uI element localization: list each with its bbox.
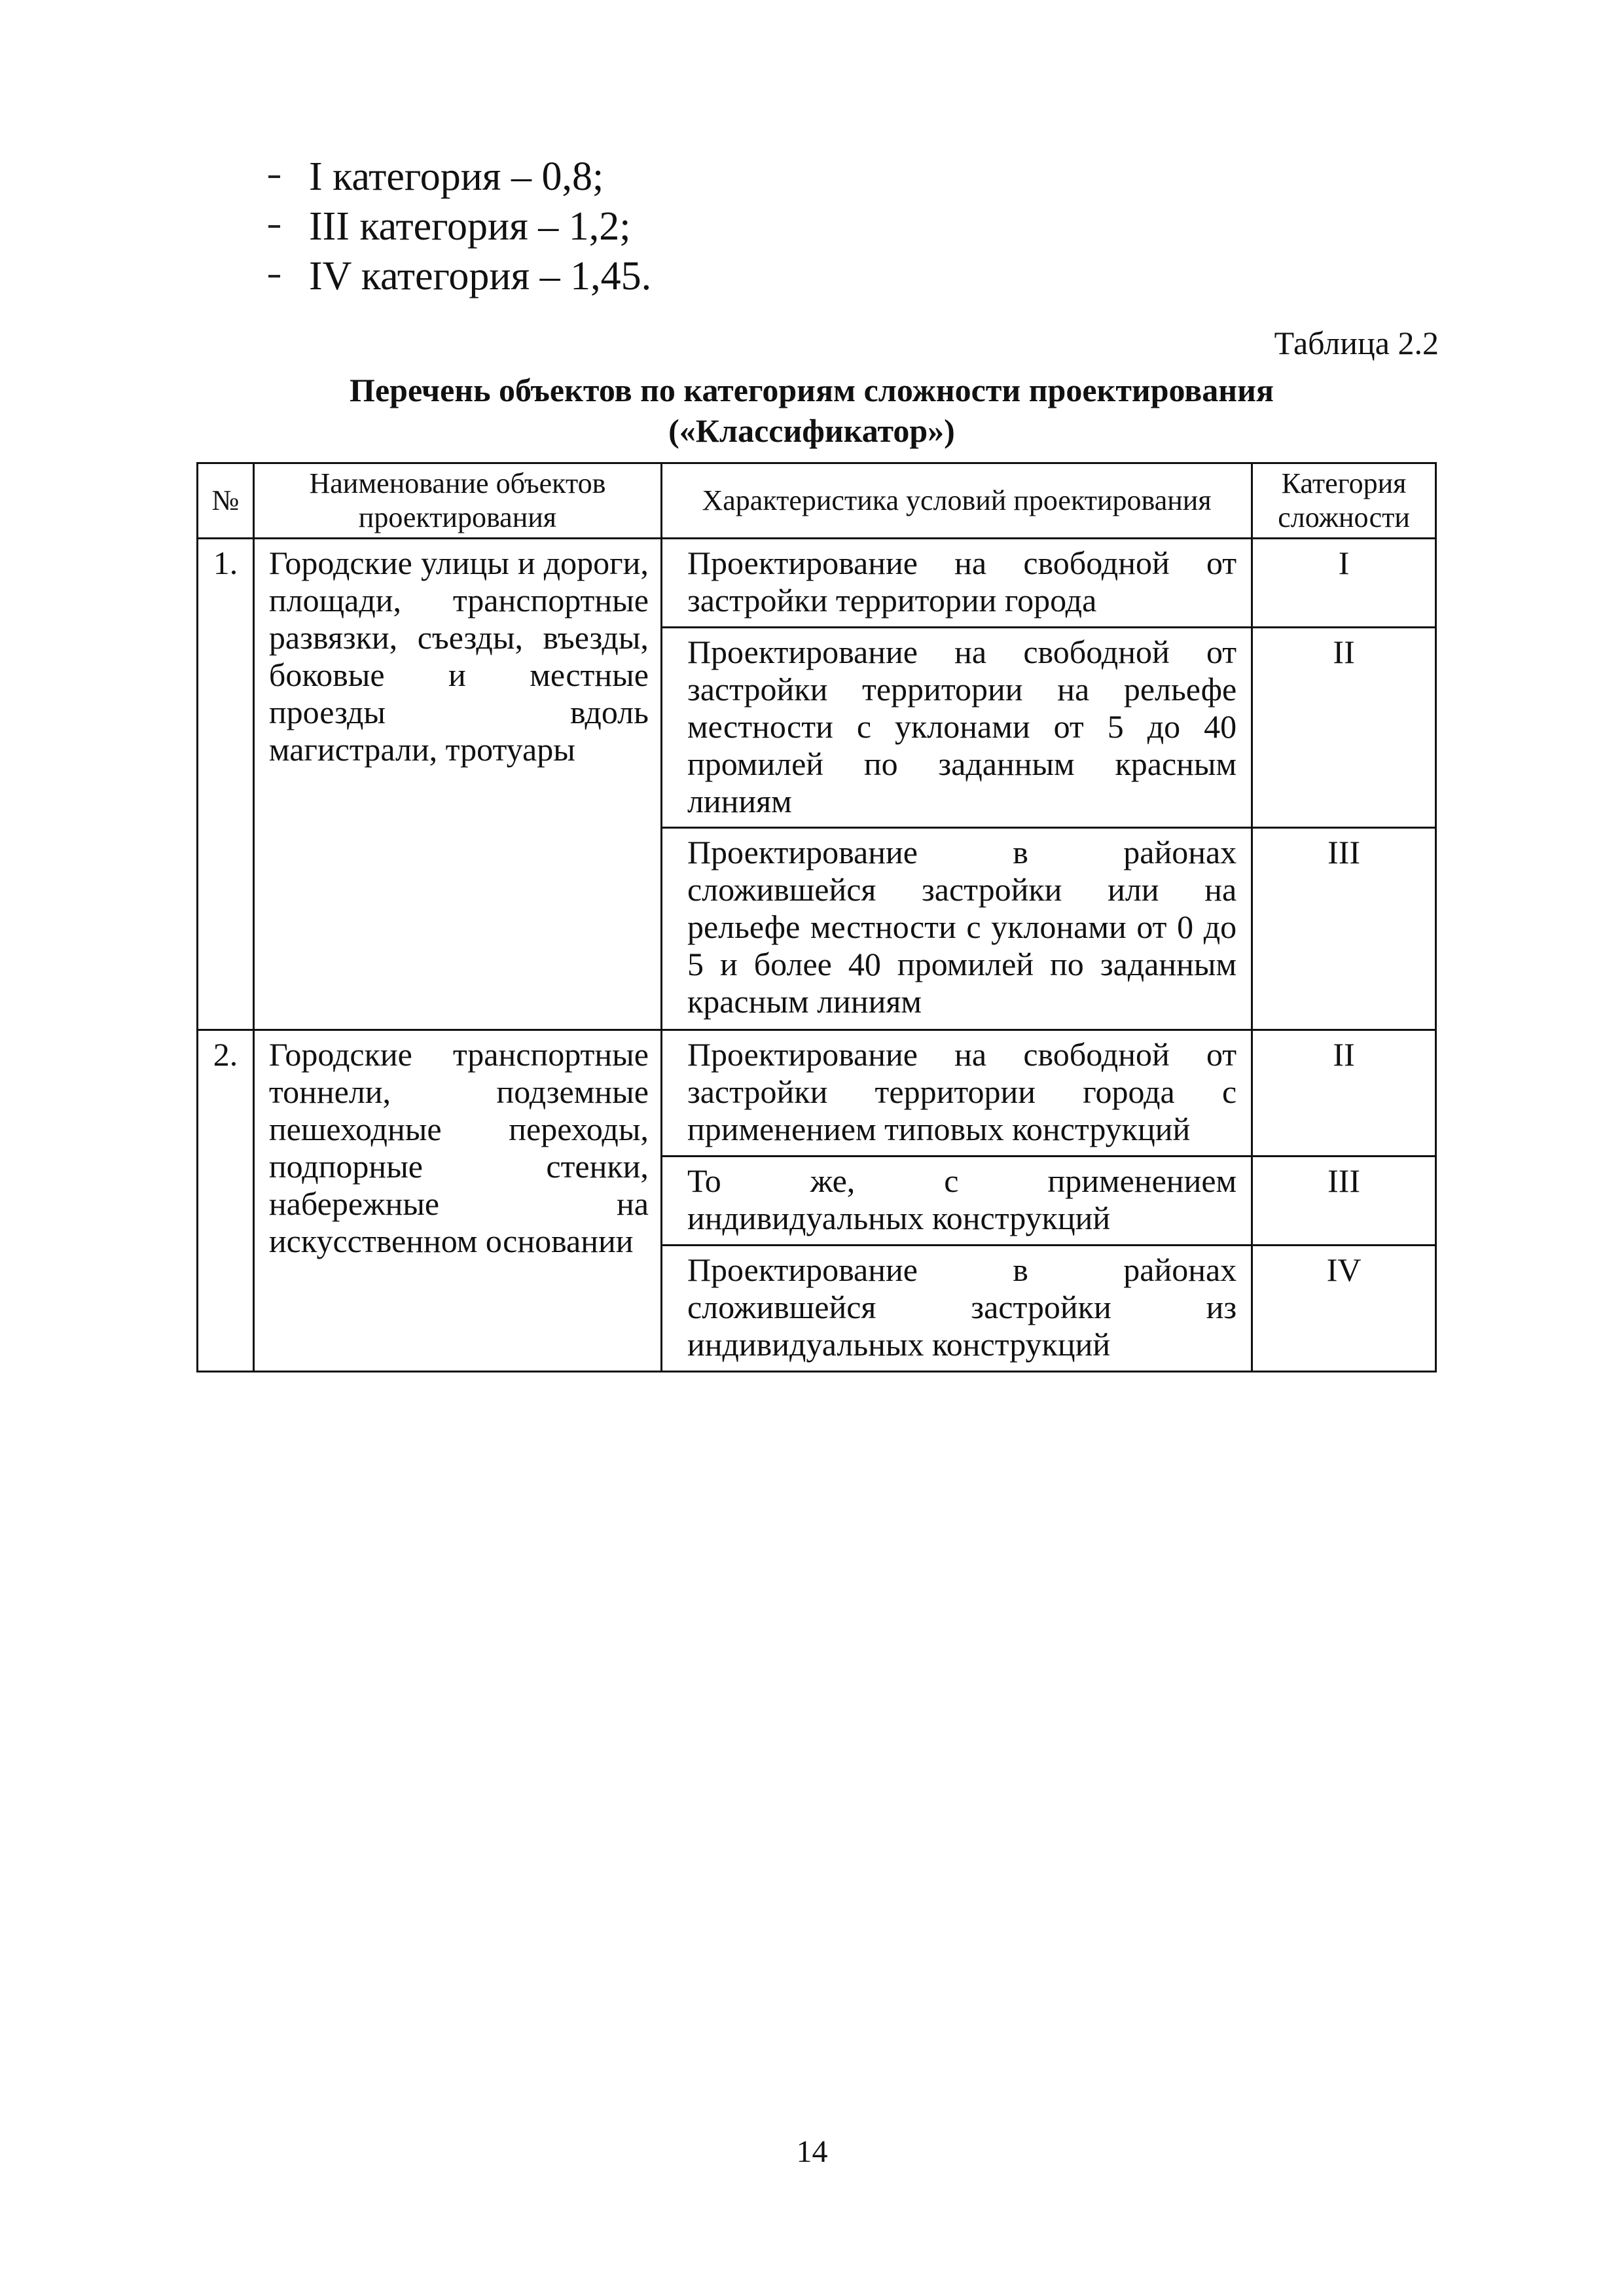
category-cell: II	[1252, 628, 1436, 828]
classifier-table	[196, 462, 1437, 1372]
object-name: Городские транспортные тоннели, подземные пешеходные переходы, подпорные стенки, набережные на искусственном основании	[253, 1030, 661, 1372]
category-cell: III	[1252, 828, 1436, 1030]
category-cell: IV	[1252, 1246, 1436, 1372]
table-title-line-1: Перечень объектов по категориям сложности проектирования	[350, 372, 1274, 408]
category-cell: I	[1252, 539, 1436, 628]
object-name: Городские улицы и дороги, площади, транспортные развязки, съезды, въезды, боковые и местные проезды вдоль магистрали, тротуары	[253, 539, 661, 1030]
list-item	[268, 152, 651, 202]
dash-bullet-icon	[268, 275, 280, 278]
dash-bullet-icon	[268, 175, 280, 178]
list-item-text: III категория – 1,2;	[309, 204, 631, 249]
table-header-row	[198, 463, 1436, 539]
header-category: Категория сложности	[1252, 463, 1436, 539]
characteristic-cell: Проектирование на свободной от застройки территории на рельефе местности с уклонами от 5 до 40 промилей по заданным красным линиям	[661, 628, 1252, 828]
characteristic-cell: То же, с применением индивидуальных конструкций	[661, 1157, 1252, 1246]
table-row	[198, 539, 1436, 628]
table-title-line-2: («Классификатор»)	[668, 412, 955, 449]
characteristic-cell: Проектирование на свободной от застройки территории города с применением типовых конструкций	[661, 1030, 1252, 1157]
dash-bullet-icon	[268, 225, 280, 228]
category-coefficient-list	[268, 152, 651, 301]
table-number-label: Таблица 2.2	[1274, 325, 1439, 361]
characteristic-cell: Проектирование на свободной от застройки территории города	[661, 539, 1252, 628]
header-characteristic: Характеристика условий проектирования	[661, 463, 1252, 539]
header-num: №	[198, 463, 254, 539]
table-title	[196, 370, 1427, 451]
characteristic-cell: Проектирование в районах сложившейся застройки или на рельефе местности с уклонами от 0 до 5 и более 40 промилей по заданным красным линиям	[661, 828, 1252, 1030]
list-item-text: I категория – 0,8;	[309, 154, 604, 199]
list-item	[268, 251, 651, 301]
list-item	[268, 202, 651, 251]
characteristic-cell: Проектирование в районах сложившейся застройки из индивидуальных конструкций	[661, 1246, 1252, 1372]
category-cell: II	[1252, 1030, 1436, 1157]
list-item-text: IV категория – 1,45.	[309, 254, 652, 298]
table-row	[198, 1030, 1436, 1157]
header-object: Наименование объектов проектирования	[253, 463, 661, 539]
row-number: 2.	[198, 1030, 254, 1372]
row-number: 1.	[198, 539, 254, 1030]
category-cell: III	[1252, 1157, 1436, 1246]
page-number: 14	[796, 2134, 828, 2169]
